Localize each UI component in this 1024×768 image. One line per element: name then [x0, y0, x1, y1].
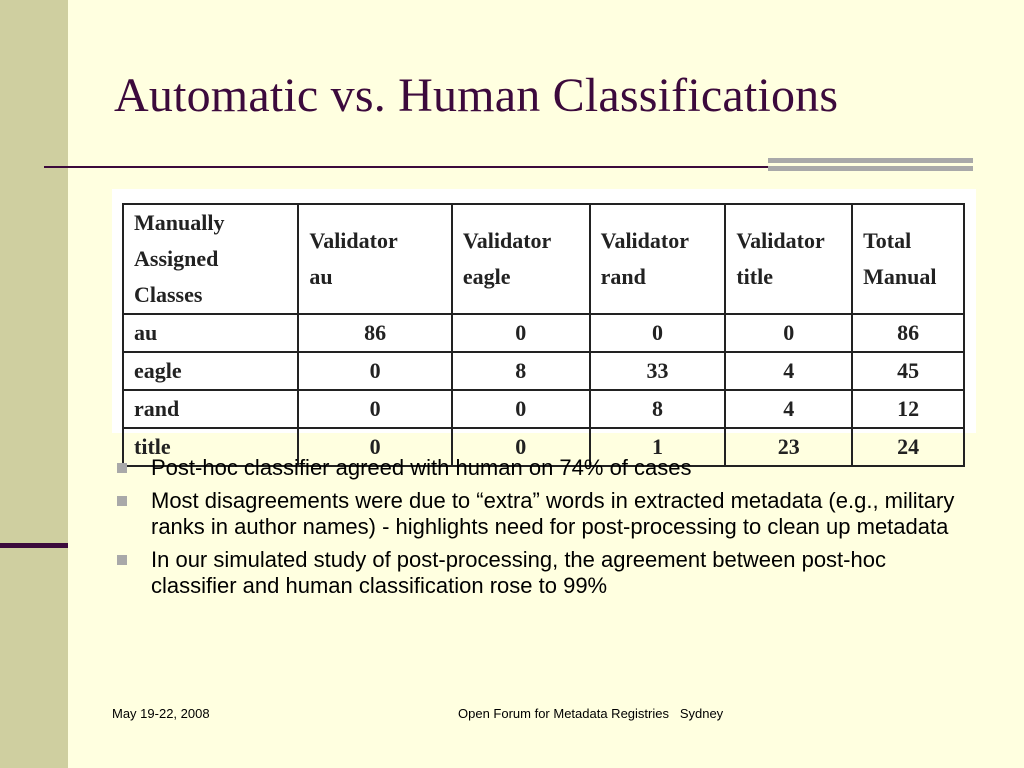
header-validator-au: Validator au [298, 204, 452, 314]
title-rule-gray [768, 158, 973, 179]
table-cell: 0 [298, 428, 452, 466]
table-row [123, 390, 964, 428]
bullet-list [112, 455, 972, 606]
table-header-row [123, 204, 964, 314]
table-row [123, 314, 964, 352]
row-label: title [123, 428, 298, 466]
table-cell: 0 [725, 314, 852, 352]
table-cell: 0 [452, 390, 590, 428]
table-cell: 12 [852, 390, 964, 428]
slide-title: Automatic vs. Human Classifications [114, 69, 839, 122]
table-cell: 23 [725, 428, 852, 466]
bullet-item [112, 488, 972, 540]
table-cell: 4 [725, 390, 852, 428]
footer-date: May 19-22, 2008 [112, 706, 210, 721]
table-cell: 33 [590, 352, 726, 390]
classification-table-panel [112, 189, 976, 459]
header-validator-title: Validator title [725, 204, 852, 314]
bullet-text: In our simulated study of post-processing, the agreement between post-hoc classifier and human classification rose to 99% [151, 547, 886, 598]
classification-table [122, 203, 965, 467]
row-label: rand [123, 390, 298, 428]
bullet-item [112, 547, 972, 599]
square-bullet-icon [117, 555, 127, 565]
left-decor-bar [0, 0, 68, 768]
bullet-text: Post-hoc classifier agreed with human on 74% of cases [151, 455, 692, 480]
square-bullet-icon [117, 496, 127, 506]
table-cell: 4 [725, 352, 852, 390]
header-total-manual: Total Manual [852, 204, 964, 314]
table-cell: 0 [298, 352, 452, 390]
table-cell: 0 [298, 390, 452, 428]
row-label: eagle [123, 352, 298, 390]
left-bar-accent [0, 543, 68, 548]
title-rule [44, 166, 770, 168]
table-cell: 8 [452, 352, 590, 390]
header-validator-eagle: Validator eagle [452, 204, 590, 314]
table-cell: 1 [590, 428, 726, 466]
table-cell: 0 [590, 314, 726, 352]
table-cell: 86 [298, 314, 452, 352]
row-label: au [123, 314, 298, 352]
header-manually-assigned: Manually Assigned Classes [123, 204, 298, 314]
table-cell: 45 [852, 352, 964, 390]
table-row [123, 352, 964, 390]
table-cell: 0 [452, 314, 590, 352]
header-validator-rand: Validator rand [590, 204, 726, 314]
square-bullet-icon [117, 463, 127, 473]
table-cell: 24 [852, 428, 964, 466]
table-cell: 86 [852, 314, 964, 352]
bullet-text: Most disagreements were due to “extra” words in extracted metadata (e.g., military ranks in author names) - highlights need for post-processing to clean up metadata [151, 488, 955, 539]
table-cell: 0 [452, 428, 590, 466]
footer-forum: Open Forum for Metadata Registries Sydney [458, 706, 724, 721]
bullet-item [112, 455, 972, 481]
table-cell: 8 [590, 390, 726, 428]
